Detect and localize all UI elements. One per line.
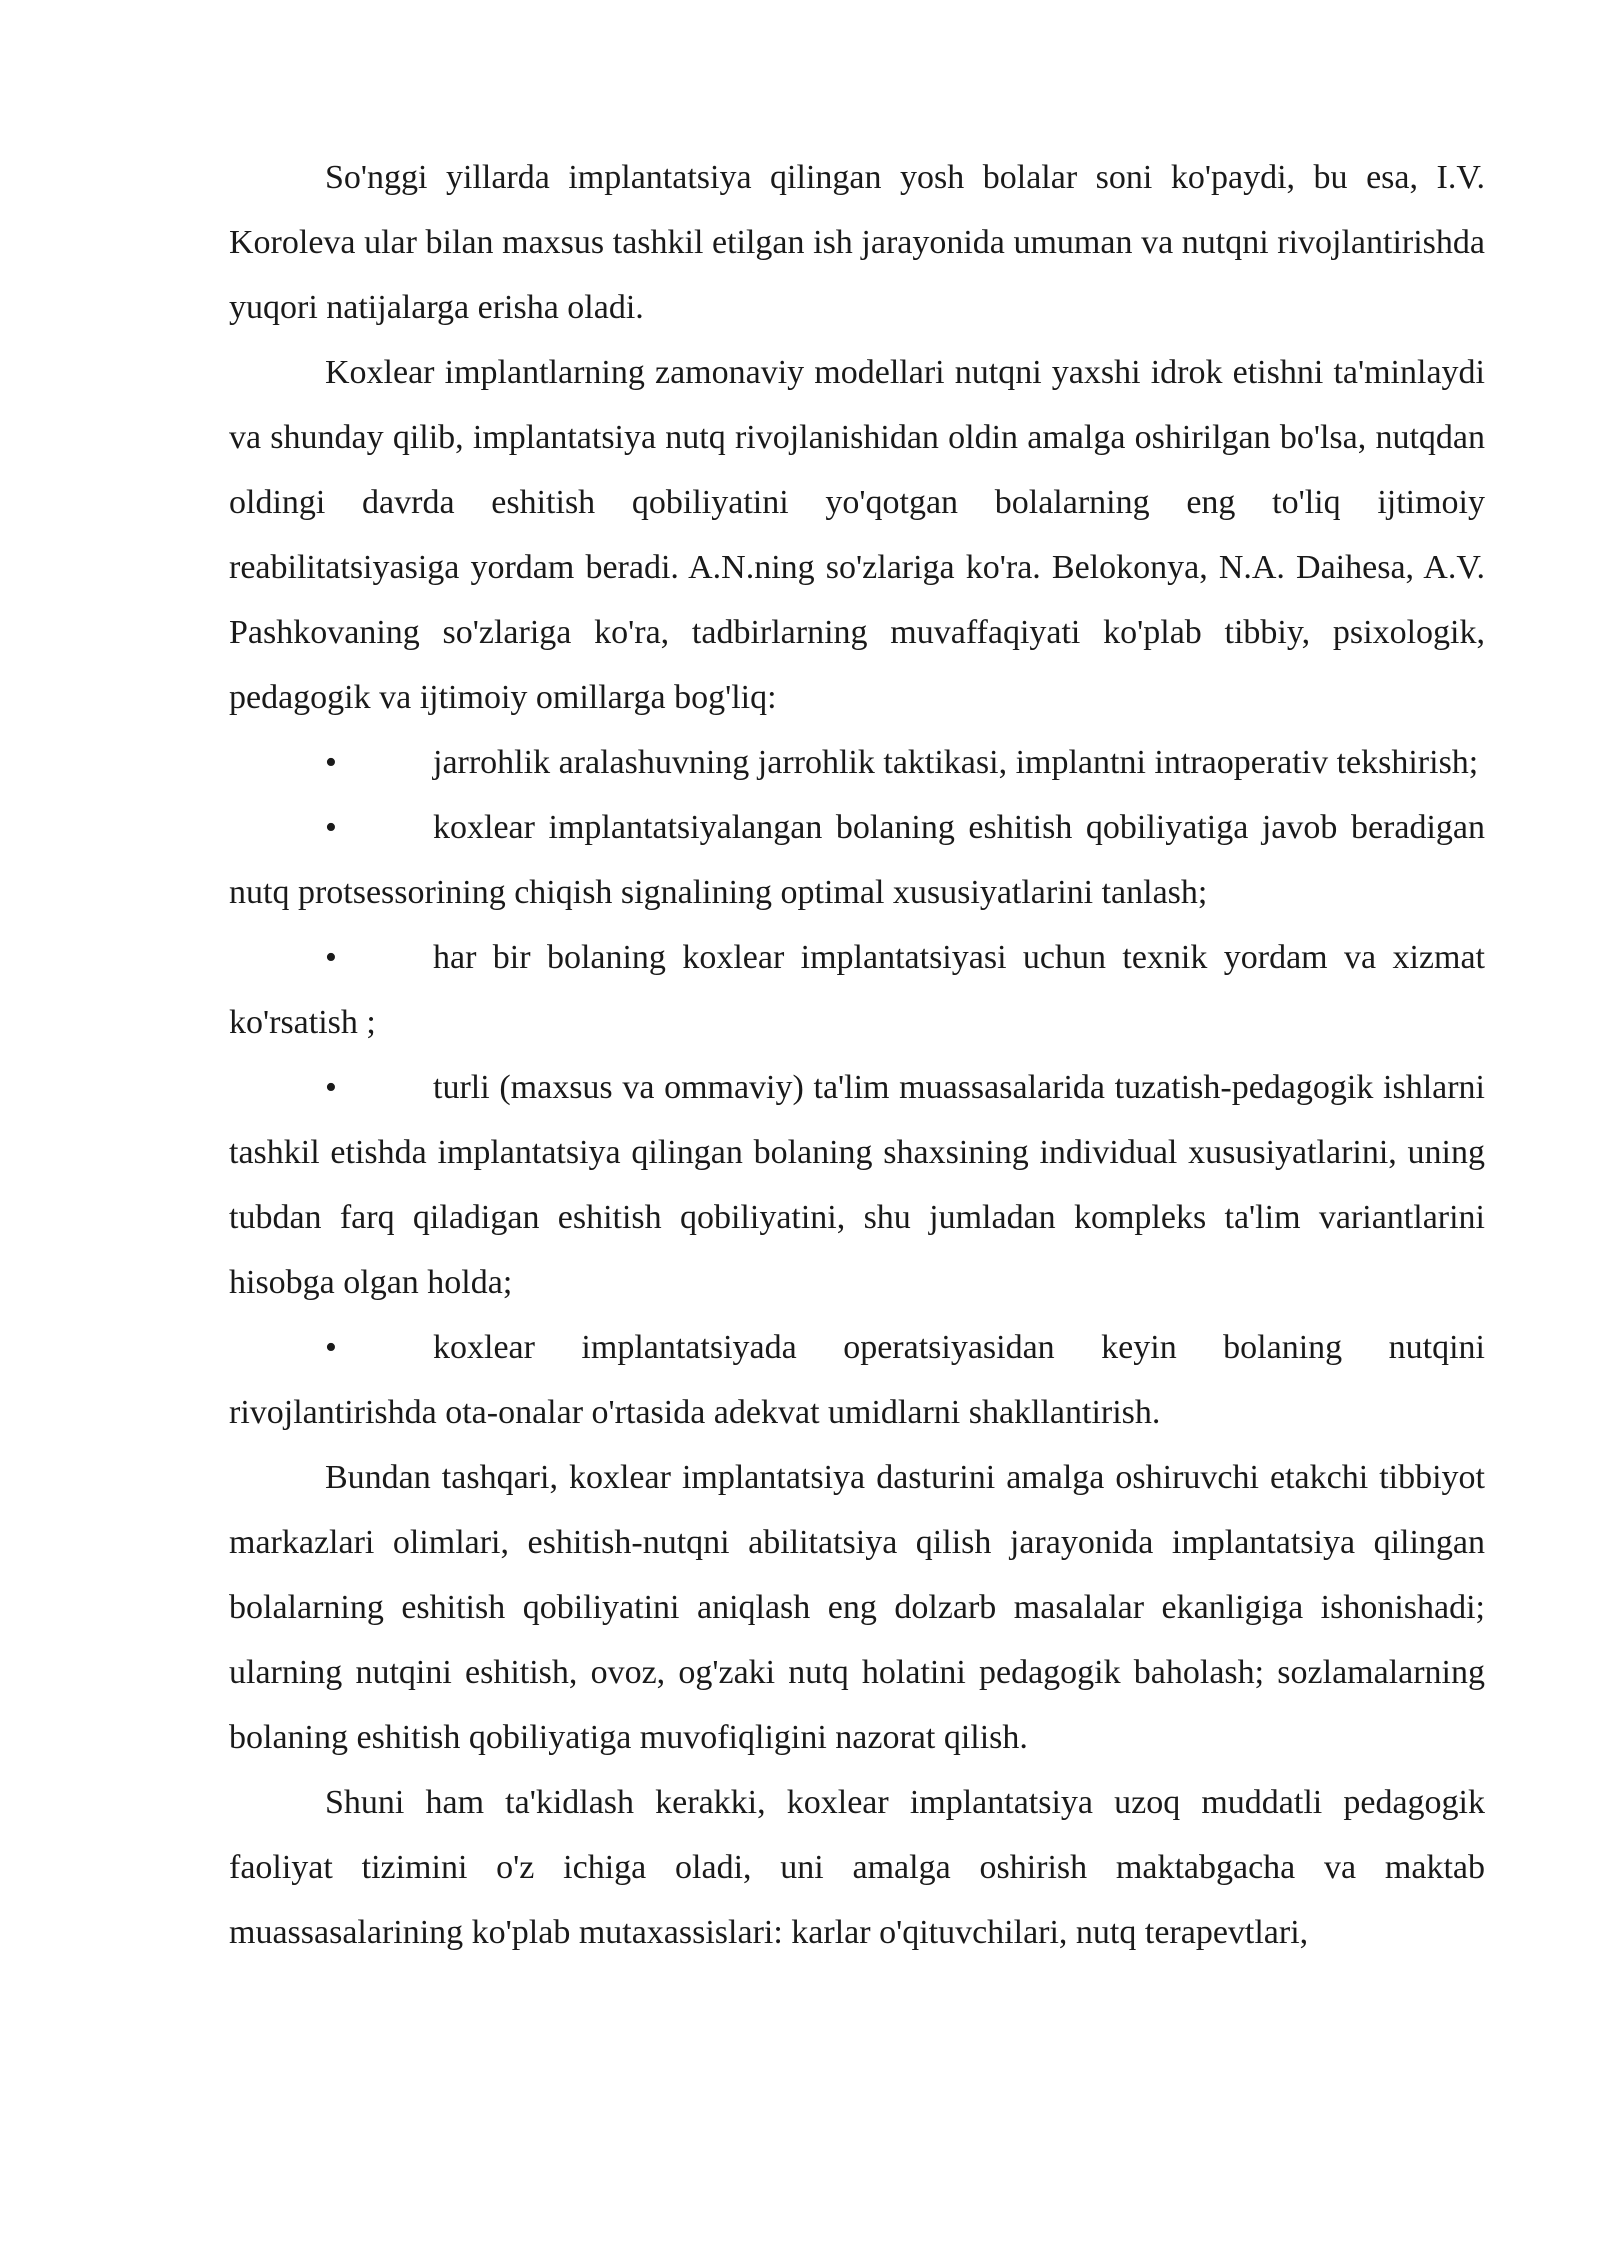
list-item [229, 925, 1485, 1055]
bullet-icon: • [325, 1329, 337, 1366]
list-item [229, 730, 1485, 795]
paragraph: Koxlear implantlarning zamonaviy modellari nutqni yaxshi idrok etishni ta'minlaydi va shunday qilib, implantatsiya nutq rivojlanishidan oldin amalga oshirilgan bo'lsa, nutqdan oldingi davrda eshitish qobiliyatini yo'qotgan bolalarning eng to'liq ijtimoiy reabilitatsiyasiga yordam beradi. A.N.ning so'zlariga ko'ra. Belokonya, N.A. Daihesa, A.V. Pashkovaning so'zlariga ko'ra, tadbirlarning muvaffaqiyati ko'plab tibbiy, psixologik, pedagogik va ijtimoiy omillarga bog'liq: [229, 354, 1485, 716]
list-item [229, 795, 1485, 925]
paragraph: Bundan tashqari, koxlear implantatsiya dasturini amalga oshiruvchi etakchi tibbiyot markazlari olimlari, eshitish-nutqni abilitatsiya qilish jarayonida implantatsiya qilingan bolalarning eshitish qobiliyatini aniqlash eng dolzarb masalalar ekanligiga ishonishadi; ularning nutqini eshitish, ovoz, og'zaki nutq holatini pedagogik baholash; sozlamalarning bolaning eshitish qobiliyatiga muvofiqligini nazorat qilish. [229, 1459, 1485, 1756]
paragraph: Shuni ham ta'kidlash kerakki, koxlear implantatsiya uzoq muddatli pedagogik faoliyat tizimini o'z ichiga oladi, uni amalga oshirish maktabgacha va maktab muassasalarining ko'plab mutaxassislari: karlar o'qituvchilari, nutq terapevtlari, [229, 1784, 1485, 1951]
list-item-text: har bir bolaning koxlear implantatsiyasi uchun texnik yordam va xizmat ko'rsatish ; [229, 939, 1485, 1041]
document-body [229, 145, 1485, 1965]
list-item [229, 1055, 1485, 1315]
list-item [229, 1315, 1485, 1445]
list-item-text: koxlear implantatsiyalangan bolaning eshitish qobiliyatiga javob beradigan nutq protsessorining chiqish signalining optimal xususiyatlarini tanlash; [229, 809, 1485, 911]
list-item-text: jarrohlik aralashuvning jarrohlik taktikasi, implantni intraoperativ tekshirish; [433, 744, 1479, 781]
list-item-text: koxlear implantatsiyada operatsiyasidan keyin bolaning nutqini rivojlantirishda ota-onalar o'rtasida adekvat umidlarni shakllantirish. [229, 1329, 1485, 1431]
list-item-text: turli (maxsus va ommaviy) ta'lim muassasalarida tuzatish-pedagogik ishlarni tashkil etishda implantatsiya qilingan bolaning shaxsining individual xususiyatlarini, uning tubdan farq qiladigan eshitish qobiliyatini, shu jumladan kompleks ta'lim variantlarini hisobga olgan holda; [229, 1069, 1485, 1301]
paragraph: So'nggi yillarda implantatsiya qilingan yosh bolalar soni ko'paydi, bu esa, I.V. Koroleva ular bilan maxsus tashkil etilgan ish jarayonida umuman va nutqni rivojlantirishda yuqori natijalarga erisha oladi. [229, 159, 1485, 326]
bullet-icon: • [325, 744, 337, 781]
bullet-icon: • [325, 939, 337, 976]
bullet-icon: • [325, 1069, 337, 1106]
bullet-icon: • [325, 809, 337, 846]
